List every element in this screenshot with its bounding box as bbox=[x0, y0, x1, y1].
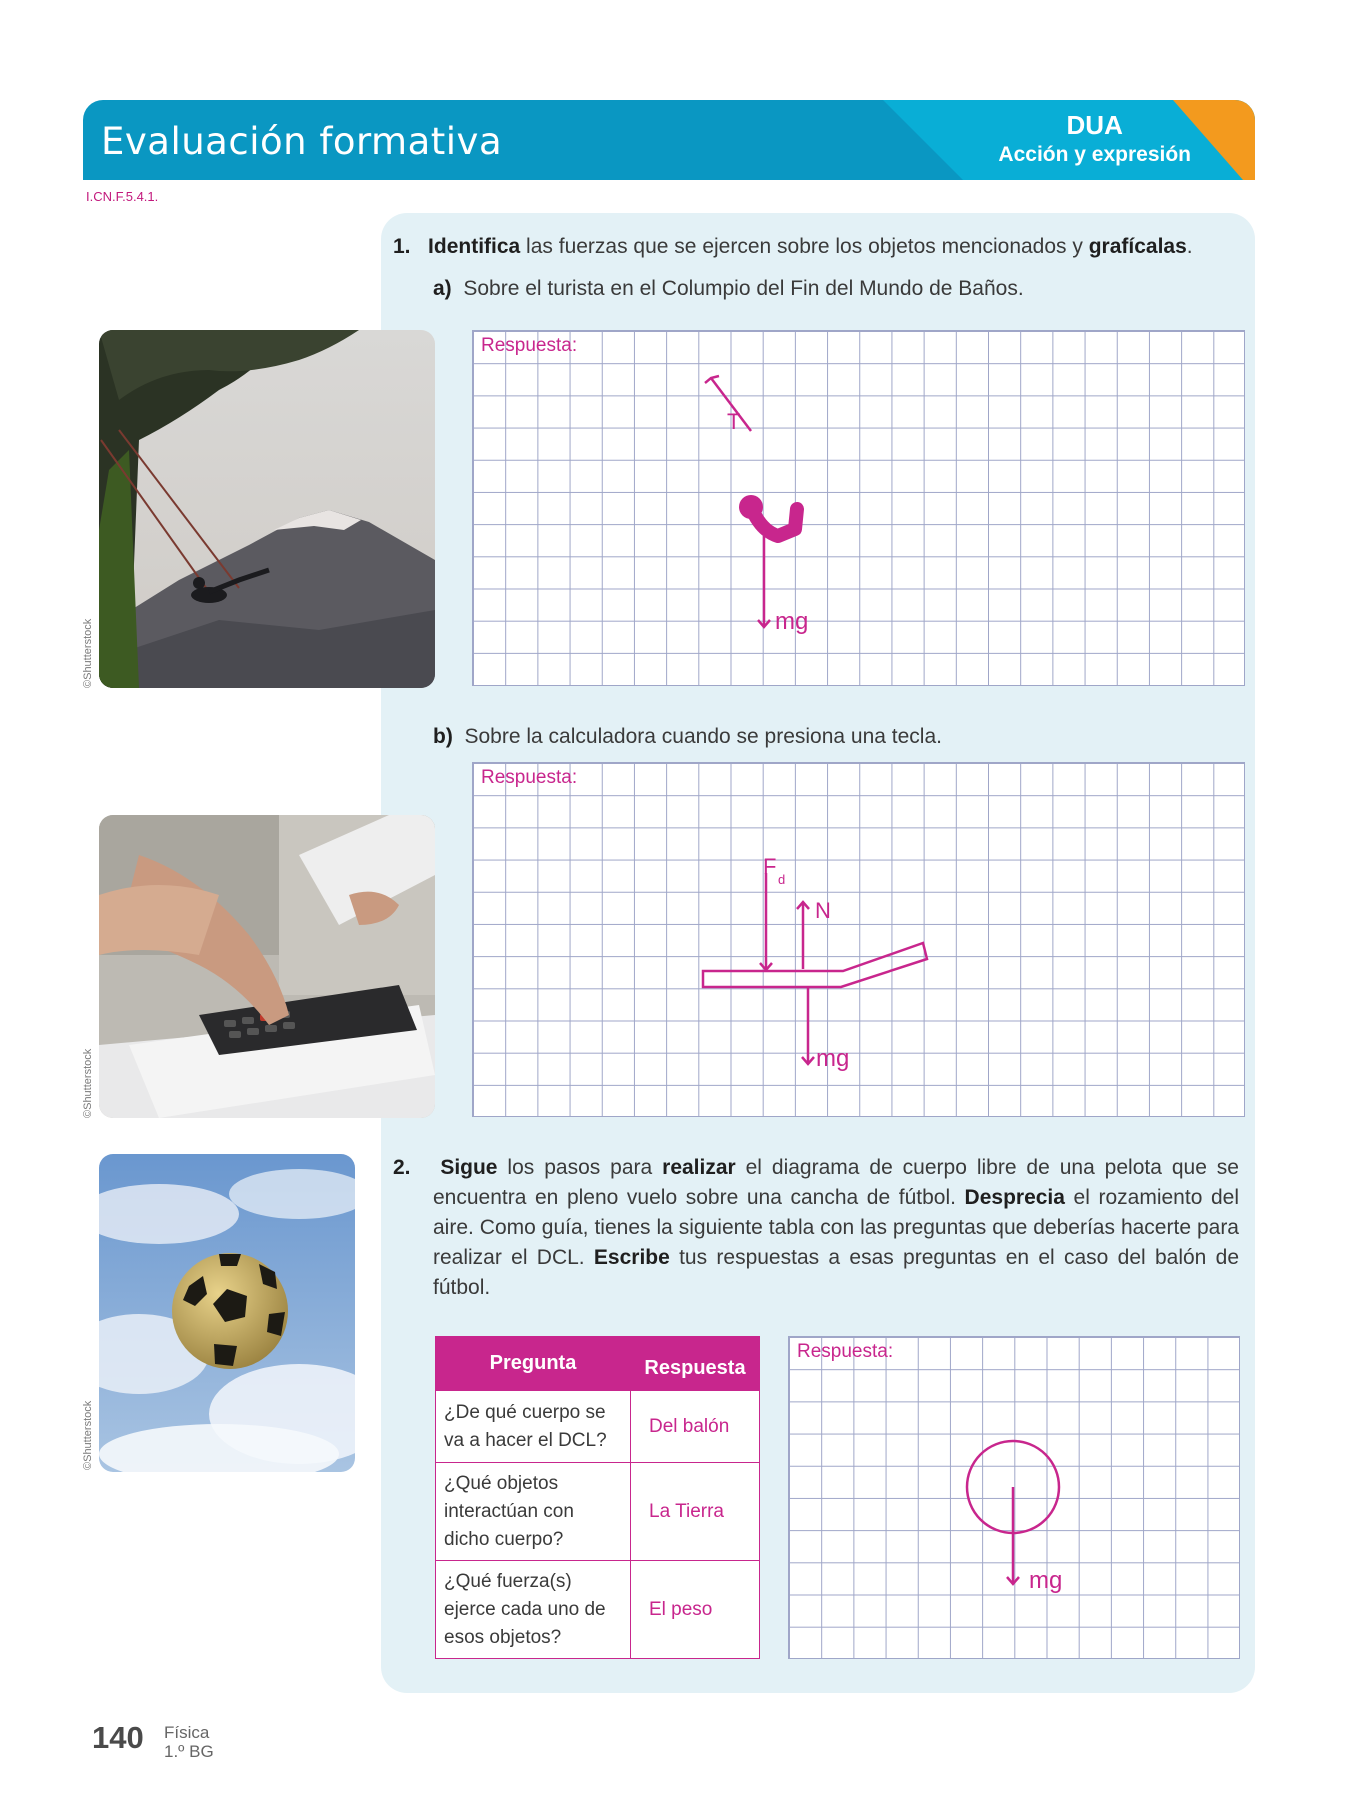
question-2-text-2: el diagrama de cuerpo libre de una pelota que se encuentra en pleno vuelo sobre una cancha de fútbol. bbox=[433, 1156, 1239, 1209]
answer-label-b: Respuesta: bbox=[481, 767, 578, 788]
table-question-cell: ¿Qué fuerza(s) ejerce cada uno de esos objetos? bbox=[436, 1561, 631, 1659]
question-1-text: las fuerzas que se ejercen sobre los objetos mencionados y bbox=[520, 235, 1089, 258]
photo-credit-swing: ©Shutterstock bbox=[82, 618, 94, 688]
question-2-text-3: el rozamiento del aire. Como guía, tienes la siguiente tabla con las preguntas que deberías hacerte para realizar el DCL. bbox=[433, 1186, 1239, 1269]
table-question-cell: ¿Qué objetos interactúan con dicho cuerpo? bbox=[436, 1463, 631, 1561]
answer-label-a: Respuesta: bbox=[481, 335, 578, 356]
applied-force-label: F bbox=[763, 854, 777, 879]
question-1a bbox=[433, 277, 1233, 301]
indicator-code: I.CN.F.5.4.1. bbox=[86, 189, 159, 204]
subject-name: Física bbox=[164, 1723, 210, 1742]
question-1b-label: b) bbox=[433, 725, 453, 748]
question-1-number: 1. bbox=[393, 235, 411, 258]
question-1a-text: Sobre el turista en el Columpio del Fin del Mundo de Baños. bbox=[463, 277, 1024, 300]
question-2-verb-neglect: Desprecia bbox=[964, 1186, 1065, 1209]
table-header-row bbox=[436, 1337, 760, 1391]
answer-grid-a[interactable] bbox=[472, 330, 1245, 686]
header-banner bbox=[83, 100, 1255, 180]
dua-badge-title: DUA bbox=[1066, 110, 1123, 140]
ball-free-body-diagram bbox=[789, 1337, 1241, 1660]
normal-label: N bbox=[815, 898, 831, 923]
question-1b-text: Sobre la calculadora cuando se presiona una tecla. bbox=[464, 725, 942, 748]
page-number: 140 bbox=[92, 1720, 144, 1755]
table-question-cell: ¿De qué cuerpo se va a hacer el DCL? bbox=[436, 1391, 631, 1463]
answer-label-c: Respuesta: bbox=[797, 1341, 894, 1362]
calculator-photo bbox=[99, 815, 435, 1118]
table-answer-cell[interactable]: Del balón bbox=[631, 1391, 760, 1463]
question-1 bbox=[393, 235, 1253, 259]
swing-free-body-diagram bbox=[473, 331, 1246, 687]
question-2-text-4: tus respuestas a esas preguntas en el caso del balón de fútbol. bbox=[433, 1246, 1239, 1299]
page-title: Evaluación formativa bbox=[101, 120, 503, 163]
calculator-shape bbox=[703, 943, 927, 987]
question-1-text-end: . bbox=[1186, 235, 1193, 258]
table-row bbox=[436, 1463, 760, 1561]
swing-photo bbox=[99, 330, 435, 688]
question-2-number: 2. bbox=[393, 1156, 411, 1179]
table-answer-cell[interactable]: El peso bbox=[631, 1561, 760, 1659]
question-2-verb-follow: Sigue bbox=[440, 1156, 498, 1179]
question-1a-label: a) bbox=[433, 277, 452, 300]
question-2-verb-write: Escribe bbox=[593, 1246, 670, 1269]
calculator-free-body-diagram bbox=[473, 763, 1246, 1118]
weight-label-c: mg bbox=[1029, 1567, 1063, 1594]
guide-table bbox=[435, 1336, 760, 1659]
table-header-question: Pregunta bbox=[436, 1337, 631, 1391]
photo-credit-football: ©Shutterstock bbox=[82, 1400, 94, 1470]
subject-grade: 1.º BG bbox=[164, 1742, 214, 1761]
photo-credit-calculator: ©Shutterstock bbox=[82, 1048, 94, 1118]
table-row bbox=[436, 1391, 760, 1463]
answer-grid-c[interactable] bbox=[788, 1336, 1240, 1659]
weight-label-a: mg bbox=[775, 608, 809, 635]
answer-grid-b[interactable] bbox=[472, 762, 1245, 1117]
weight-label-b: mg bbox=[816, 1045, 850, 1072]
question-1b bbox=[433, 725, 1233, 749]
question-1-verb-identify: Identifica bbox=[428, 235, 521, 258]
question-2-text-1: los pasos para bbox=[497, 1156, 663, 1179]
football-photo bbox=[99, 1154, 355, 1472]
dua-badge-subtitle: Acción y expresión bbox=[998, 143, 1191, 166]
question-1-verb-graph: grafícalas bbox=[1088, 235, 1187, 258]
subject-info bbox=[164, 1723, 214, 1761]
question-2-verb-make: realizar bbox=[662, 1156, 736, 1179]
applied-force-subscript: d bbox=[778, 872, 786, 887]
table-header-answer: Respuesta bbox=[631, 1337, 760, 1391]
table-row bbox=[436, 1561, 760, 1659]
table-answer-cell[interactable]: La Tierra bbox=[631, 1463, 760, 1561]
question-2 bbox=[393, 1153, 1239, 1303]
dua-badge bbox=[998, 110, 1191, 167]
tension-label: T bbox=[727, 409, 741, 434]
tourist-body bbox=[751, 507, 797, 536]
